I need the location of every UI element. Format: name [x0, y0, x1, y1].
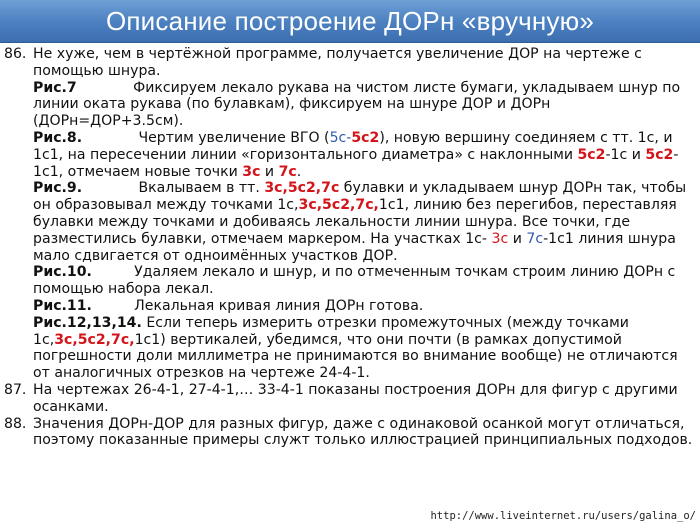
fig12-text-a: Если теперь измерить отрезки промежуточных (между точками 1с,: [33, 314, 629, 348]
fig8-point-5c2-b: 5с2: [577, 146, 606, 163]
fig9-text-g: и: [512, 230, 522, 247]
fig9-label: Рис.9.: [33, 180, 83, 197]
fig8-text-j: .: [296, 163, 302, 180]
item-86-intro: Не хуже, чем в чертёжной программе, получается увеличение ДОР на чертеже с помощью шнура.: [33, 46, 642, 79]
fig8-label: Рис.8.: [33, 129, 83, 146]
fig8-point-5c: 5с-: [329, 129, 352, 146]
fig9-text-e: 1с1, линию без перегибов, переставляя булавки между точками и добиваясь лекальности линии шнура. Все точки, где разместились булавки, отмечаем маркером. На участках 1с-: [33, 197, 677, 247]
slide-content: [4, 46, 696, 449]
fig7-label: Рис.7: [33, 79, 77, 96]
list-item-86: [4, 46, 696, 382]
fig12-label: Рис.12,13,14.: [33, 314, 142, 331]
fig8-text-b: ), новую вершину соединяем с тт. 1с, и 1с1, на пересечении линии «горизонтального диаметра» с наклонными: [33, 129, 673, 163]
fig12-points: 3с,5с2,7с,: [54, 331, 135, 348]
source-watermark: http://www.liveinternet.ru/users/galina_o/: [430, 510, 696, 522]
fig9-point-7c: 7с: [526, 230, 544, 247]
item-number: 86.: [4, 46, 27, 62]
fig11-text: Лекальная кривая линия ДОРн готова.: [134, 297, 424, 314]
fig8-point-5c2-c: 5с2: [645, 146, 674, 163]
fig8-text-a: Чертим увеличение ВГО (: [138, 129, 330, 146]
fig8-point-7c: 7с: [278, 163, 297, 180]
fig9-text-i: -1с1 линия шнура мало сдвигается от одноимённых участков ДОР.: [33, 230, 676, 264]
slide-title-bar: [0, 0, 700, 43]
fig8-text-f: -1с1, отмечаем новые точки: [33, 146, 679, 180]
fig10-text: Удаляем лекало и шнур, и по отмеченным точкам строим линию ДОРн с помощью набора лекал.: [33, 264, 676, 298]
list-item-88: [4, 416, 696, 450]
fig8-point-3c: 3с: [242, 163, 261, 180]
item-body: На чертежах 26-4-1, 27-4-1,… 33-4-1 показаны построения ДОРн для фигур с другими осанками.: [33, 381, 678, 415]
fig12-text-c: 1с1) вертикалей, убедимся, что они почти (в рамках допустимой погрешности доли миллиметра не принимаются во внимание вообще) не отличаются от аналогичных отрезков на чертеже 24-4-1.: [33, 331, 678, 382]
fig10-label: Рис.10.: [33, 264, 92, 281]
list-item-87: [4, 382, 696, 416]
fig9-text-c: булавки и укладываем шнур ДОРн так, чтобы он образовывал между точками 1с,: [33, 180, 687, 214]
item-number: 88.: [4, 415, 27, 432]
item-body: [33, 46, 696, 382]
fig9-point-3c: 3с: [491, 230, 509, 247]
slide-title: Описание построение ДОРн «вручную»: [105, 5, 595, 36]
fig9-text-a: Вкалываем в тт.: [138, 180, 260, 197]
fig8-text-h: и: [264, 163, 275, 180]
fig8-point-5c2: 5с2: [351, 129, 380, 146]
fig11-label: Рис.11.: [33, 297, 92, 314]
item-body: Значения ДОРн-ДОР для разных фигур, даже с одинаковой осанкой могут отличаться, поэтому показанные примеры служт только иллюстрацией принципиальных подходов.: [33, 415, 693, 449]
fig8-text-d: -1с и: [605, 146, 641, 163]
item-number: 87.: [4, 381, 27, 398]
fig7-text: Фиксируем лекало рукава на чистом листе бумаги, укладываем шнур по линии оката рукава (по булавкам), фиксируем на шнуре ДОР и ДОРн (ДОРн=ДОР+3.5см).: [33, 79, 681, 130]
fig9-points: 3с,5с2,7с: [264, 180, 340, 197]
fig9-points-b: 3с,5с2,7с,: [298, 197, 379, 214]
